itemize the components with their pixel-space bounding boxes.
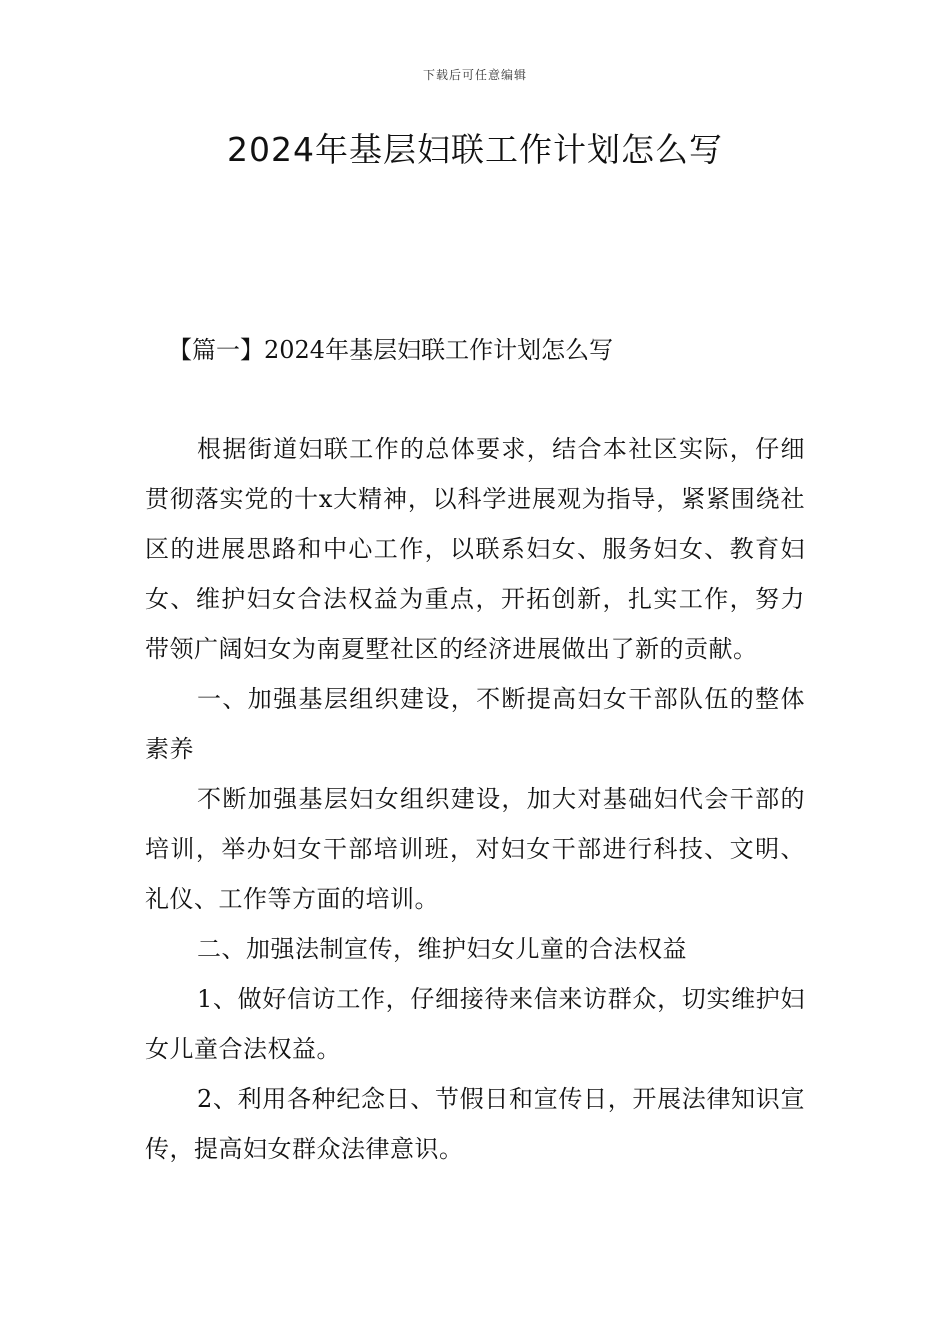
paragraph-org-building: 不断加强基层妇女组织建设，加大对基础妇代会干部的培训，举办妇女干部培训班，对妇女干部进行科技、文明、礼仪、工作等方面的培训。: [145, 785, 805, 913]
paragraph-intro: 根据街道妇联工作的总体要求，结合本社区实际，仔细贯彻落实党的十x大精神，以科学进展观为指导，紧紧围绕社区的进展思路和中心工作，以联系妇女、服务妇女、教育妇女、维护妇女合法权益为重点，开拓创新，扎实工作，努力带领广阔妇女为南夏墅社区的经济进展做出了新的贡献。: [145, 435, 805, 663]
header-note: 下载后可任意编辑: [422, 68, 527, 82]
paragraph-heading-2: 二、加强法制宣传，维护妇女儿童的合法权益: [197, 935, 687, 963]
document-body: [145, 424, 805, 1174]
paragraph-item-1: 1、做好信访工作，仔细接待来信来访群众，切实维护妇女儿童合法权益。: [145, 985, 805, 1063]
section-heading: 【篇一】2024年基层妇联工作计划怎么写: [168, 336, 614, 364]
paragraph-item-2: 2、利用各种纪念日、节假日和宣传日，开展法律知识宣传，提高妇女群众法律意识。: [145, 1085, 805, 1163]
paragraph-heading-1: 一、加强基层组织建设，不断提高妇女干部队伍的整体素养: [145, 685, 805, 763]
document-title: 2024年基层妇联工作计划怎么写: [227, 130, 723, 169]
